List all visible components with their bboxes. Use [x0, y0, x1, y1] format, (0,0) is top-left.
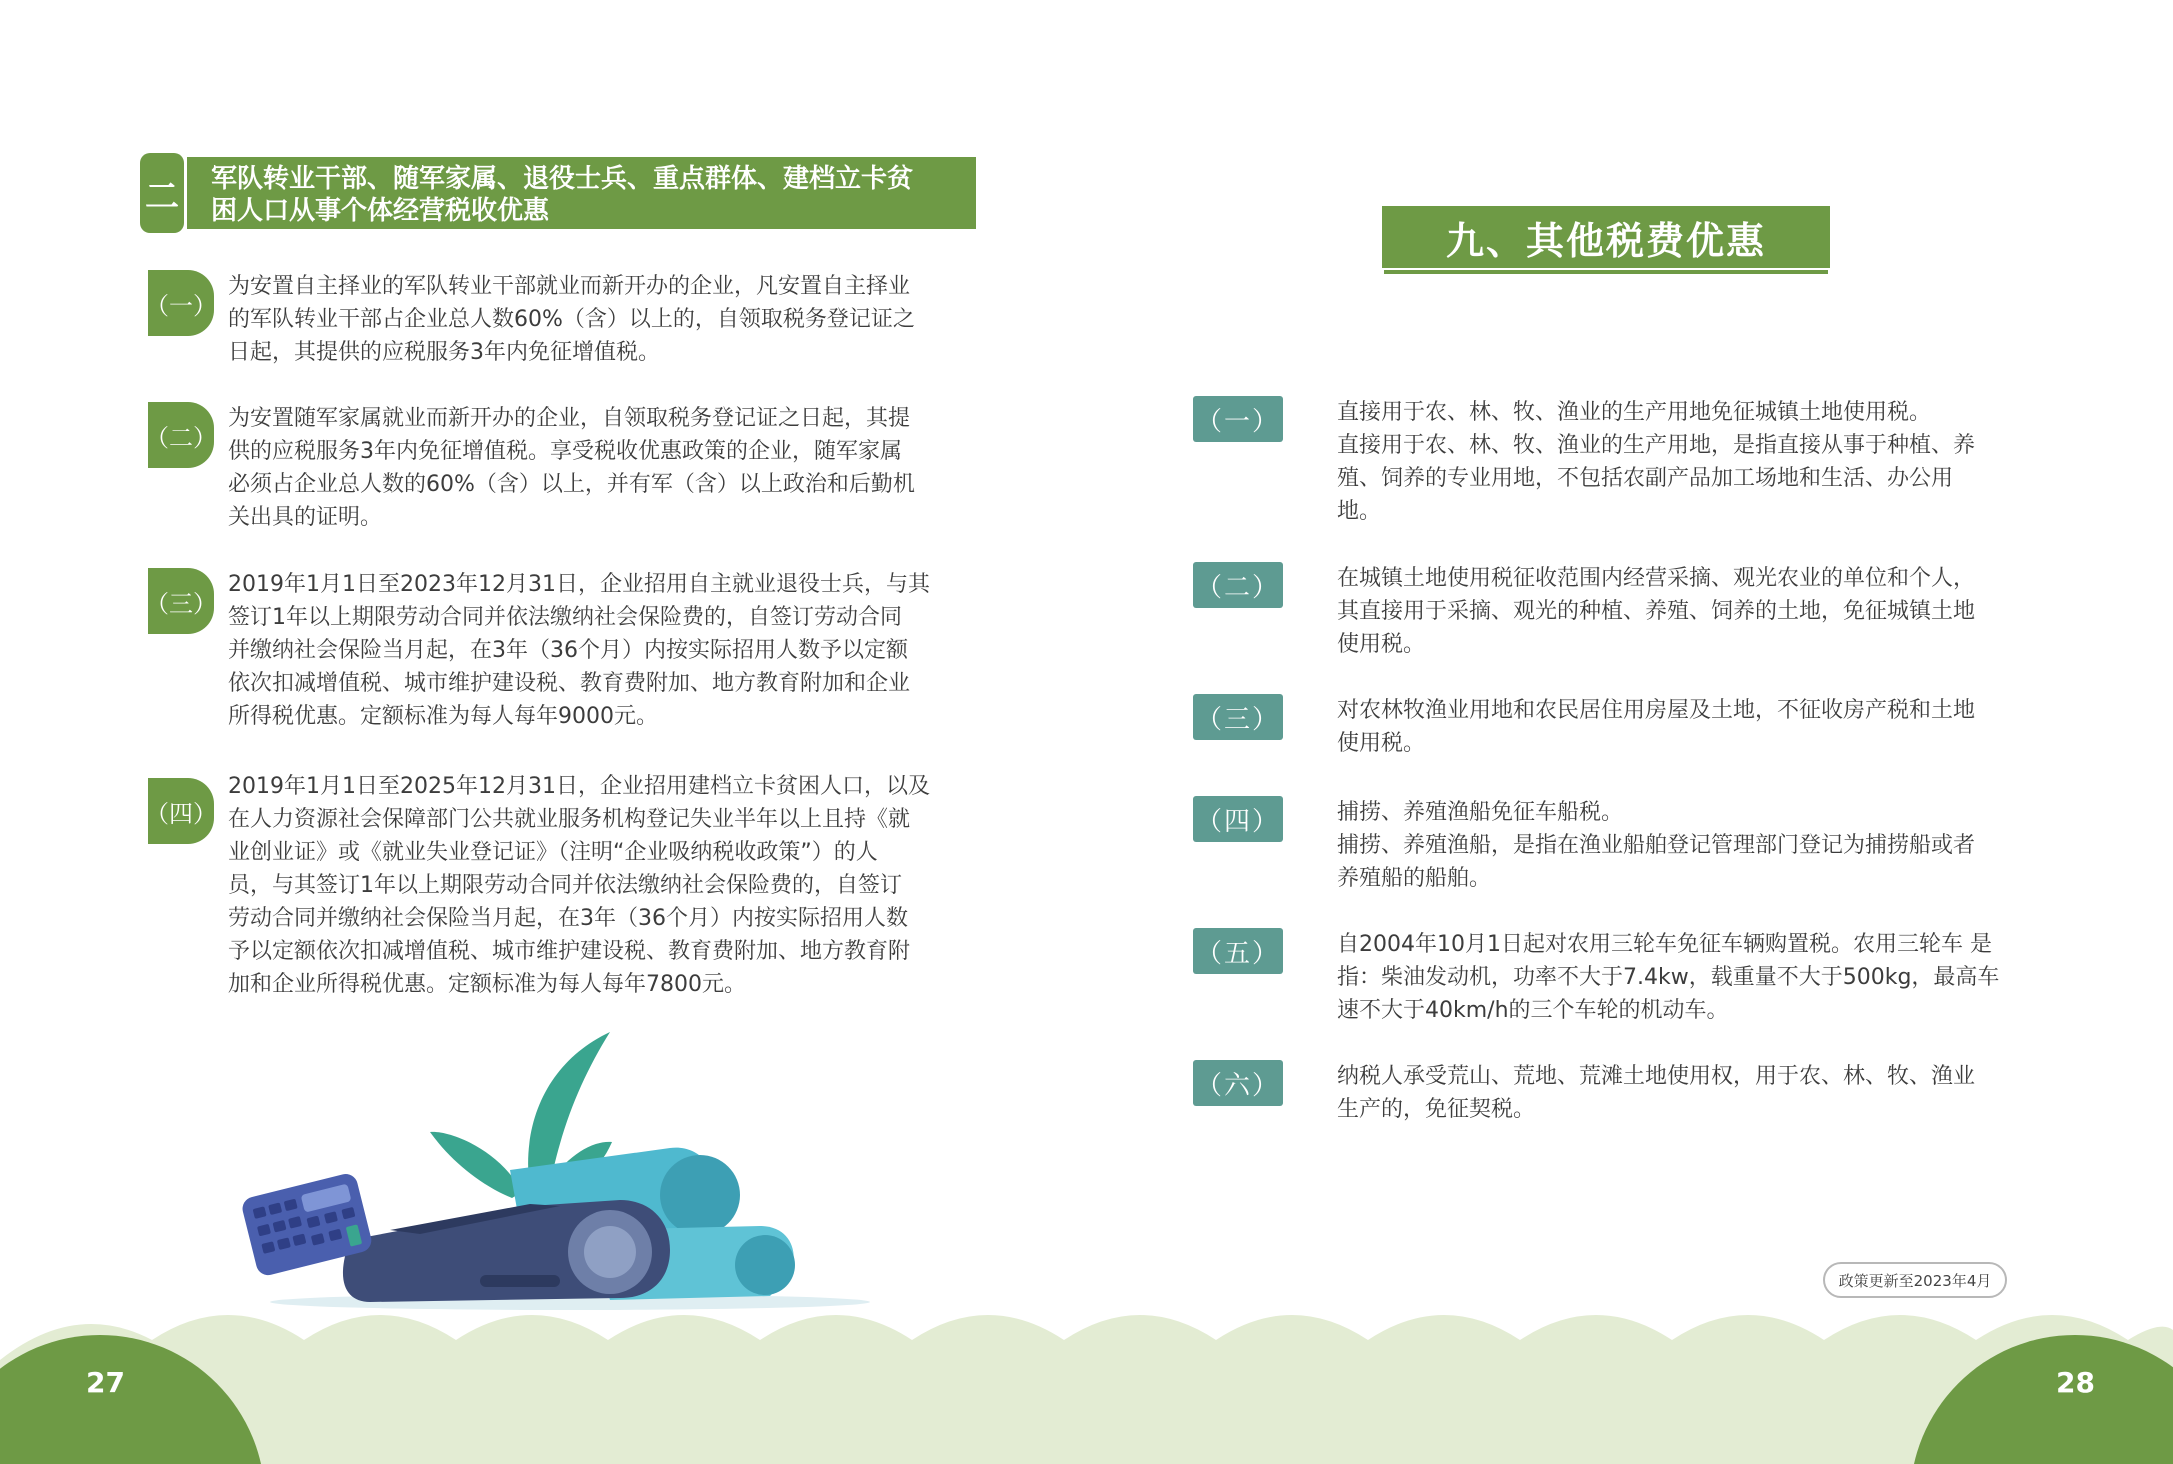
item-badge: （一） — [1193, 396, 1283, 442]
item-badge: （四） — [148, 778, 214, 844]
item-badge: （二） — [1193, 562, 1283, 608]
text-line: 2019年1月1日至2025年12月31日，企业招用建档立卡贫困人口，以及 — [228, 774, 930, 799]
text-line: 自2004年10月1日起对农用三轮车免征车辆购置税。农用三轮车 是 — [1337, 932, 1992, 957]
text-line: 生产的，免征契税。 — [1337, 1097, 1536, 1122]
section-header — [140, 153, 976, 233]
text-line: 为安置自主择业的军队转业干部就业而新开办的企业，凡安置自主择业 — [228, 274, 911, 299]
right-item-6 — [1193, 1060, 2073, 1130]
chapter-title-underline — [1384, 270, 1828, 274]
text-line: 必须占企业总人数的60%（含）以上，并有军（含）以上政治和后勤机 — [228, 472, 915, 497]
text-line: 对农林牧渔业用地和农民居住用房屋及土地，不征收房产税和土地 — [1337, 698, 1976, 723]
left-item-2 — [145, 402, 988, 542]
text-line: 使用税。 — [1337, 632, 1426, 657]
item-text — [228, 568, 980, 733]
section-title-line1: 军队转业干部、随军家属、退役士兵、重点群体、建档立卡贫 — [211, 164, 914, 194]
item-text — [228, 770, 980, 1001]
text-line: 为安置随军家属就业而新开办的企业，自领取税务登记证之日起，其提 — [228, 406, 911, 431]
right-item-1 — [1193, 396, 2073, 536]
text-line: 日起，其提供的应税服务3年内免征增值税。 — [228, 340, 660, 365]
text-line: 殖、饲养的专业用地，不包括农副产品加工场地和生活、办公用 — [1337, 466, 1954, 491]
left-item-3 — [145, 568, 988, 738]
section-number: 二 — [140, 153, 184, 233]
text-line: 所得税优惠。定额标准为每人每年9000元。 — [228, 704, 658, 729]
item-badge: （五） — [1193, 928, 1283, 974]
item-text — [1337, 694, 2057, 760]
section-title-line2: 困人口从事个体经营税收优惠 — [211, 196, 550, 226]
text-line: 业创业证》或《就业失业登记证》（注明“企业吸纳税收政策”）的人 — [228, 840, 878, 865]
text-line: 捕捞、养殖渔船免征车船税。 — [1337, 800, 1624, 825]
text-line: 捕捞、养殖渔船，是指在渔业船舶登记管理部门登记为捕捞船或者 — [1337, 833, 1976, 858]
text-line: 使用税。 — [1337, 731, 1426, 756]
calculator-cashier-illustration — [230, 1020, 870, 1320]
text-line: 2019年1月1日至2023年12月31日，企业招用自主就业退役士兵，与其 — [228, 572, 930, 597]
text-line: 指：柴油发动机，功率不大于7.4kw，载重量不大于500kg，最高车 — [1337, 965, 2000, 990]
text-line: 并缴纳社会保险当月起，在3年（36个月）内按实际招用人数予以定额 — [228, 638, 908, 663]
item-badge: （四） — [1193, 796, 1283, 842]
item-text — [1337, 1060, 2057, 1126]
footer-decoration — [0, 1300, 2173, 1464]
left-item-4 — [145, 770, 988, 1010]
text-line: 供的应税服务3年内免征增值税。享受税收优惠政策的企业，随军家属 — [228, 439, 902, 464]
text-line: 纳税人承受荒山、荒地、荒滩土地使用权，用于农、林、牧、渔业 — [1337, 1064, 1976, 1089]
item-text — [228, 270, 980, 369]
item-badge: （二） — [148, 402, 214, 468]
text-line: 养殖船的船舶。 — [1337, 866, 1492, 891]
text-line: 直接用于农、林、牧、渔业的生产用地免征城镇土地使用税。 — [1337, 400, 1932, 425]
text-line: 其直接用于采摘、观光的种植、养殖、饲养的土地，免征城镇土地 — [1337, 599, 1976, 624]
text-line: 速不大于40km/h的三个车轮的机动车。 — [1337, 998, 1729, 1023]
item-text — [1337, 396, 2057, 528]
item-badge: （三） — [1193, 694, 1283, 740]
text-line: 在城镇土地使用税征收范围内经营采摘、观光农业的单位和个人， — [1337, 566, 1976, 591]
item-text — [228, 402, 980, 534]
item-badge: （六） — [1193, 1060, 1283, 1106]
section-title — [184, 157, 976, 229]
text-line: 劳动合同并缴纳社会保险当月起，在3年（36个月）内按实际招用人数 — [228, 906, 908, 931]
item-badge: （三） — [148, 568, 214, 634]
left-page — [0, 0, 1086, 1464]
chapter-title-text: 九、其他税费优惠 — [1382, 206, 1830, 268]
text-line: 签订1年以上期限劳动合同并依法缴纳社会保险费的，自签订劳动合同 — [228, 605, 902, 630]
policy-update-note: 政策更新至2023年4月 — [1823, 1262, 2007, 1298]
text-line: 直接用于农、林、牧、渔业的生产用地，是指直接从事于种植、养 — [1337, 433, 1976, 458]
text-line: 在人力资源社会保障部门公共就业服务机构登记失业半年以上且持《就 — [228, 807, 911, 832]
item-text — [1337, 562, 2057, 661]
text-line: 依次扣减增值税、城市维护建设税、教育费附加、地方教育附加和企业 — [228, 671, 911, 696]
text-line: 加和企业所得税优惠。定额标准为每人每年7800元。 — [228, 972, 746, 997]
item-badge: （一） — [148, 270, 214, 336]
right-page — [1087, 0, 2173, 1464]
right-item-2 — [1193, 562, 2073, 666]
left-item-1 — [145, 270, 988, 380]
text-line: 的军队转业干部占企业总人数60%（含）以上的，自领取税务登记证之 — [228, 307, 915, 332]
text-line: 关出具的证明。 — [228, 505, 383, 530]
chapter-title — [1382, 206, 1830, 276]
page-number-right: 28 — [2056, 1366, 2095, 1399]
text-line: 予以定额依次扣减增值税、城市维护建设税、教育费附加、地方教育附 — [228, 939, 911, 964]
right-item-3 — [1193, 694, 2073, 764]
item-text — [1337, 796, 2057, 895]
item-text — [1337, 928, 2057, 1027]
page-number-left: 27 — [86, 1366, 125, 1399]
text-line: 员，与其签订1年以上期限劳动合同并依法缴纳社会保险费的，自签订 — [228, 873, 902, 898]
right-item-4 — [1193, 796, 2073, 900]
right-item-5 — [1193, 928, 2073, 1032]
text-line: 地。 — [1337, 499, 1382, 524]
